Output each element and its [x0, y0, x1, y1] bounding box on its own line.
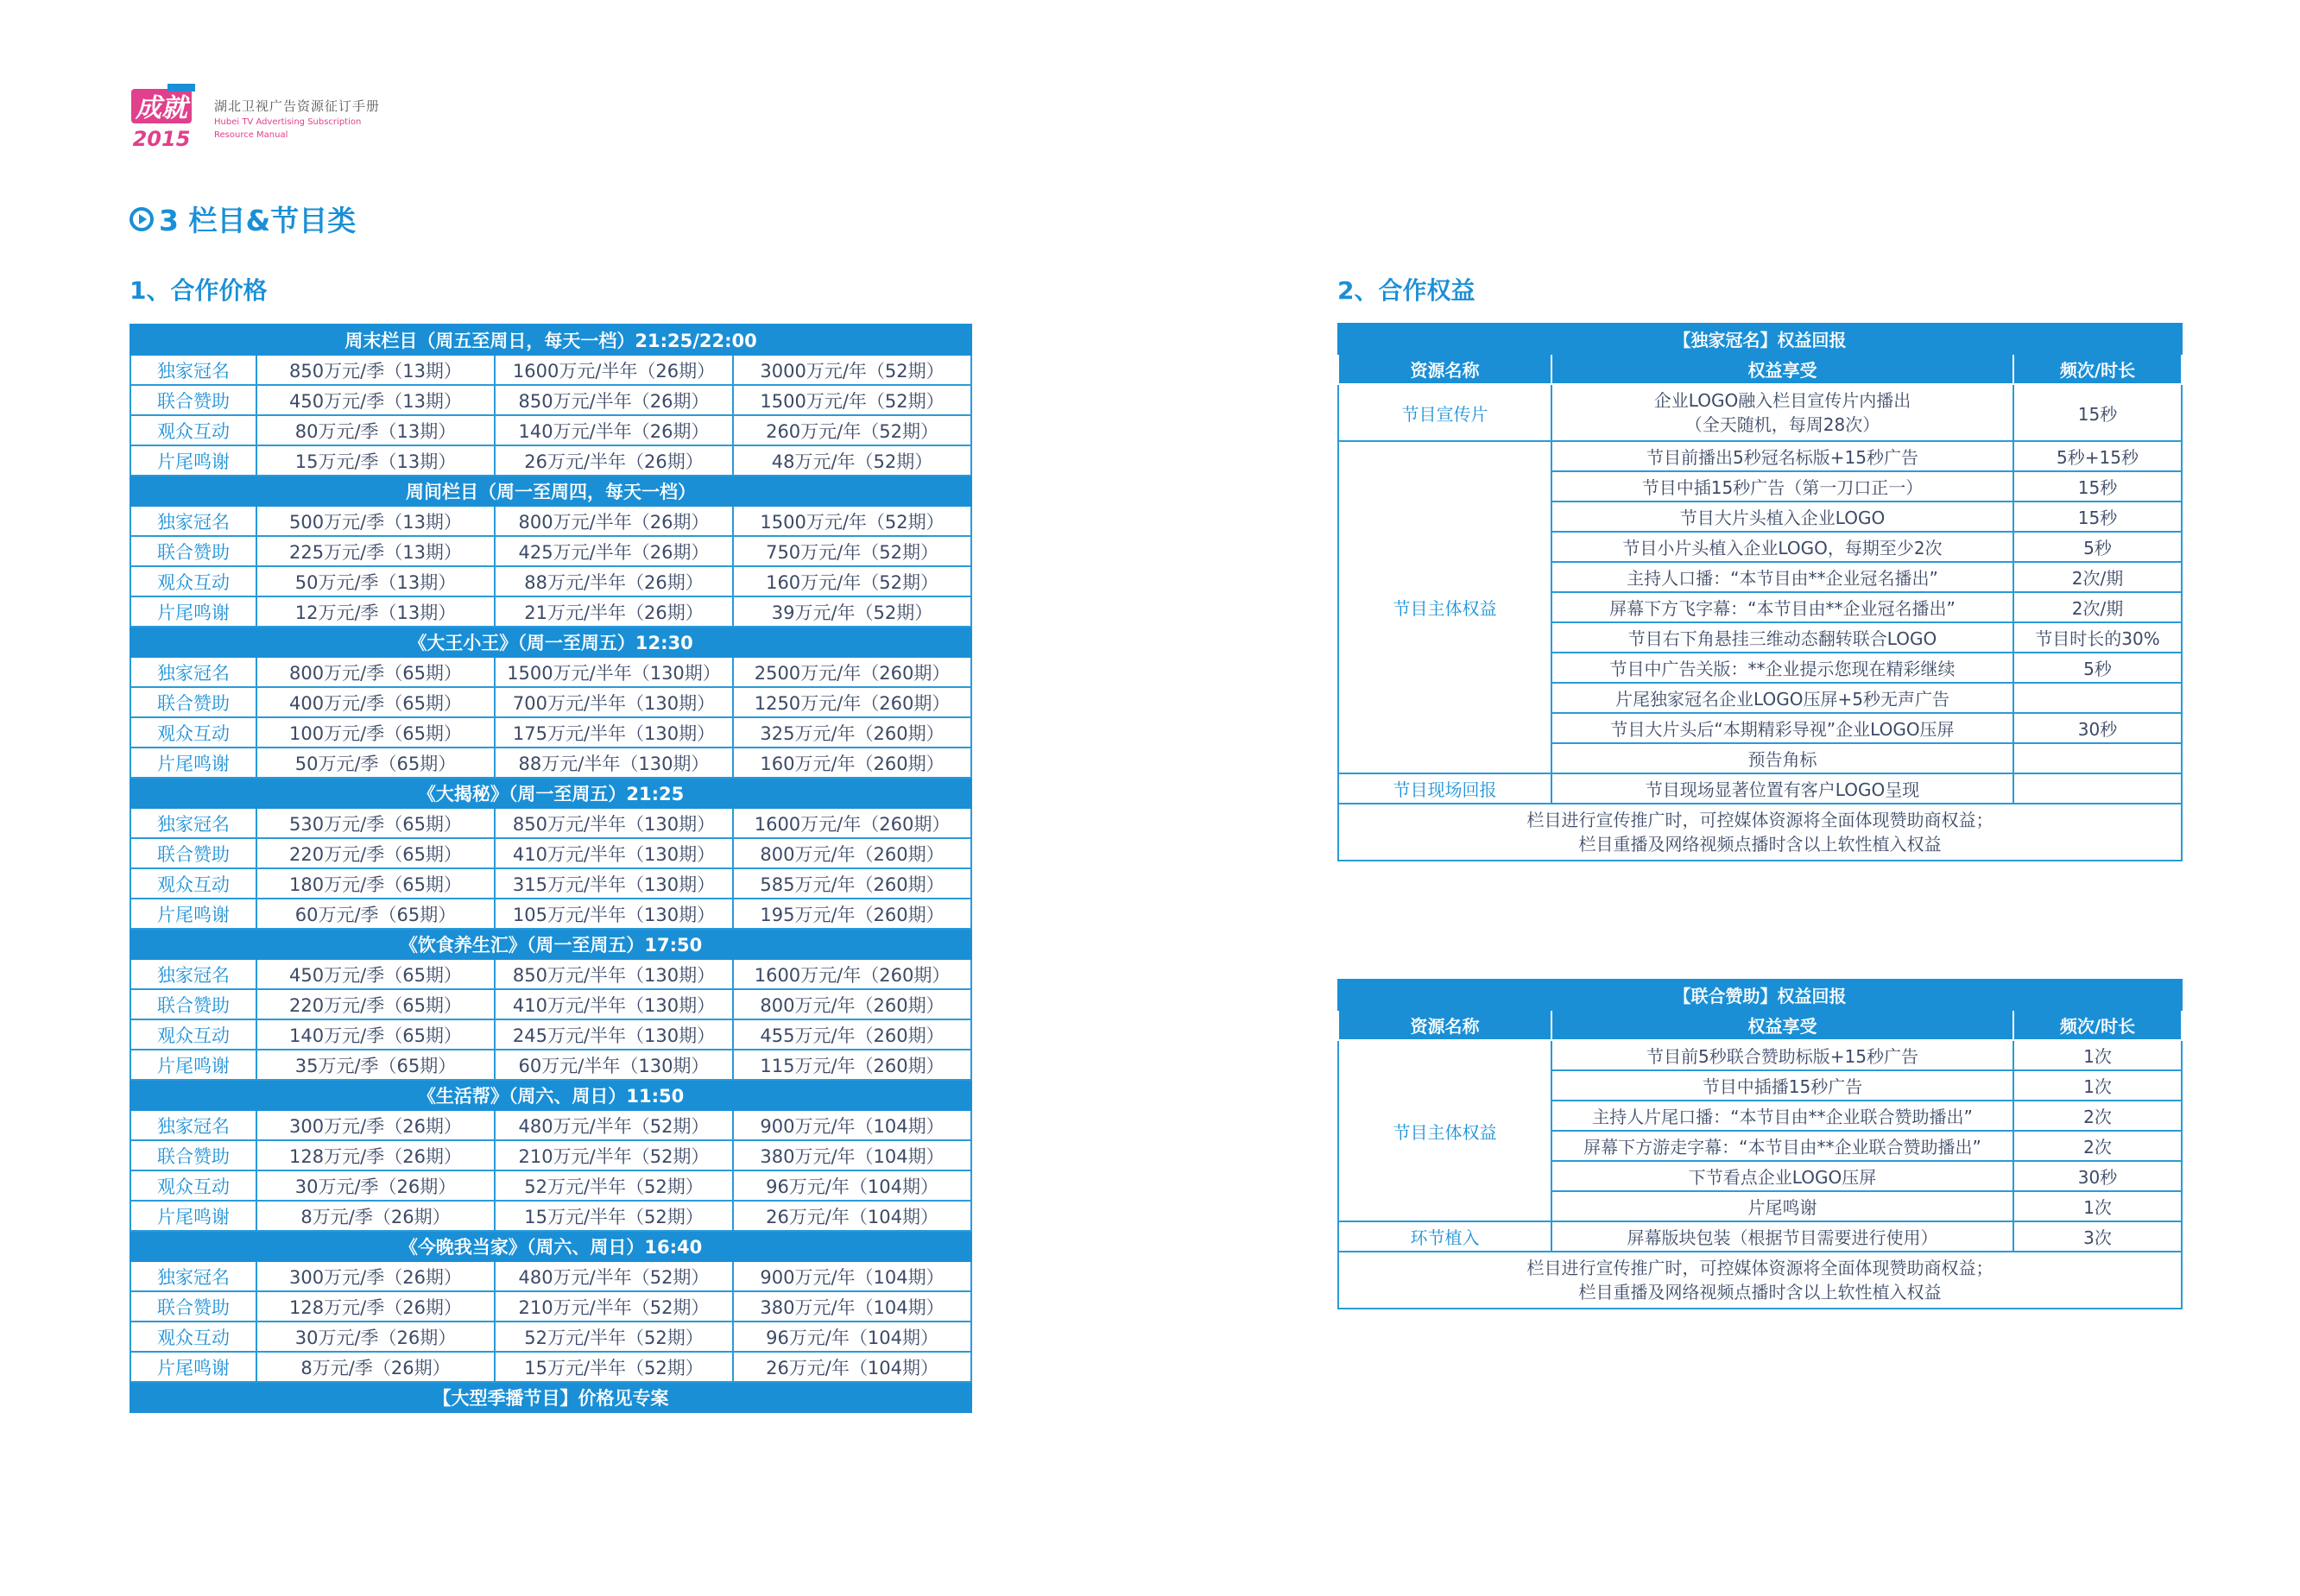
section-title — [130, 199, 356, 239]
price-type-label: 观众互动 — [130, 415, 256, 445]
price-type-label: 独家冠名 — [130, 355, 256, 385]
price-type-label: 联合赞助 — [130, 385, 256, 415]
benefit-cell: 节目前播出5秒冠名标版+15秒广告 — [1551, 441, 2013, 471]
note-line-1: 栏目进行宣传推广时，可控媒体资源将全面体现赞助商权益； — [1526, 810, 1994, 830]
price-cell: 88万元/半年（130期） — [495, 748, 733, 778]
freq-cell: 5秒+15秒 — [2013, 441, 2182, 471]
price-type-label: 观众互动 — [130, 1170, 256, 1201]
resource-scene: 节目现场回报 — [1338, 773, 1551, 804]
price-cell: 410万元/半年（130期） — [495, 838, 733, 868]
price-block-header: 《饮食养生汇》（周一至周五）17:50 — [130, 929, 971, 959]
price-cell: 175万元/半年（130期） — [495, 717, 733, 748]
freq-cell: 2次 — [2013, 1101, 2182, 1131]
price-cell: 1500万元/半年（130期） — [495, 657, 733, 687]
price-row — [130, 838, 971, 868]
price-title: 1、合作价格 — [130, 276, 268, 305]
price-type-label: 独家冠名 — [130, 808, 256, 838]
price-row — [130, 1110, 971, 1140]
benefit-cell: 节目大片头后“本期精彩导视”企业LOGO压屏 — [1551, 713, 2013, 743]
price-cell: 700万元/半年（130期） — [495, 687, 733, 717]
price-row — [130, 1140, 971, 1170]
price-cell: 160万元/年（52期） — [733, 566, 971, 596]
benefit-row — [1338, 1221, 2182, 1252]
price-type-label: 片尾鸣谢 — [130, 445, 256, 476]
freq-cell: 2次 — [2013, 1131, 2182, 1161]
joint-title: 【联合赞助】权益回报 — [1338, 980, 2182, 1010]
price-cell: 8万元/季（26期） — [256, 1201, 495, 1231]
freq-cell: 15秒 — [2013, 471, 2182, 502]
price-row — [130, 445, 971, 476]
price-cell: 180万元/季（65期） — [256, 868, 495, 899]
price-cell: 8万元/季（26期） — [256, 1352, 495, 1382]
price-cell: 96万元/年（104期） — [733, 1170, 971, 1201]
price-cell: 325万元/年（260期） — [733, 717, 971, 748]
col-resource: 资源名称 — [1338, 354, 1551, 384]
note-row — [1338, 804, 2182, 861]
benefit-cell: 下节看点企业LOGO压屏 — [1551, 1161, 2013, 1191]
price-type-label: 片尾鸣谢 — [130, 1201, 256, 1231]
freq-cell: 1次 — [2013, 1070, 2182, 1101]
benefit-cell: 节目大片头植入企业LOGO — [1551, 502, 2013, 532]
price-cell: 15万元/半年（52期） — [495, 1201, 733, 1231]
price-cell: 30万元/季（26期） — [256, 1322, 495, 1352]
price-row — [130, 868, 971, 899]
col-benefit: 权益享受 — [1551, 1010, 2013, 1040]
price-block-header: 《今晚我当家》（周六、周日）16:40 — [130, 1231, 971, 1261]
price-type-label: 片尾鸣谢 — [130, 1050, 256, 1080]
price-cell: 128万元/季（26期） — [256, 1291, 495, 1322]
price-cell: 480万元/半年（52期） — [495, 1261, 733, 1291]
price-block-header-row — [130, 627, 971, 657]
freq-cell: 1次 — [2013, 1191, 2182, 1221]
price-type-label: 观众互动 — [130, 868, 256, 899]
price-cell: 15万元/半年（52期） — [495, 1352, 733, 1382]
freq-cell: 30秒 — [2013, 1161, 2182, 1191]
price-cell: 140万元/半年（26期） — [495, 415, 733, 445]
price-cell: 800万元/年（260期） — [733, 838, 971, 868]
price-cell: 245万元/半年（130期） — [495, 1019, 733, 1050]
col-benefit: 权益享受 — [1551, 354, 2013, 384]
price-cell: 315万元/半年（130期） — [495, 868, 733, 899]
price-row — [130, 1261, 971, 1291]
price-cell: 21万元/半年（26期） — [495, 596, 733, 627]
price-cell: 1600万元/年（260期） — [733, 808, 971, 838]
freq-cell: 节目时长的30% — [2013, 622, 2182, 653]
price-cell: 800万元/半年（26期） — [495, 506, 733, 536]
price-cell: 50万元/季（13期） — [256, 566, 495, 596]
benefit-row — [1338, 773, 2182, 804]
price-block-header: 《大揭秘》（周一至周五）21:25 — [130, 778, 971, 808]
price-row — [130, 1201, 971, 1231]
benefit-cell: 节目前5秒联合赞助标版+15秒广告 — [1551, 1040, 2013, 1070]
price-row — [130, 385, 971, 415]
price-row — [130, 506, 971, 536]
price-cell: 300万元/季（26期） — [256, 1110, 495, 1140]
price-cell: 480万元/半年（52期） — [495, 1110, 733, 1140]
price-cell: 39万元/年（52期） — [733, 596, 971, 627]
benefit-cell: 节目中插15秒广告（第一刀口正一） — [1551, 471, 2013, 502]
price-type-label: 联合赞助 — [130, 1291, 256, 1322]
price-cell: 100万元/季（65期） — [256, 717, 495, 748]
price-cell: 425万元/半年（26期） — [495, 536, 733, 566]
benefit-promo-line-1: 企业LOGO融入栏目宣传片内播出 — [1653, 390, 1911, 411]
price-row — [130, 687, 971, 717]
freq-cell: 5秒 — [2013, 532, 2182, 562]
price-block-header: 《生活帮》（周六、周日）11:50 — [130, 1080, 971, 1110]
benefit-cell: 主持人口播：“本节目由**企业冠名播出” — [1551, 562, 2013, 592]
benefit-cell: 屏幕下方飞字幕：“本节目由**企业冠名播出” — [1551, 592, 2013, 622]
price-cell: 96万元/年（104期） — [733, 1322, 971, 1352]
header-text — [214, 97, 380, 141]
price-cell: 48万元/年（52期） — [733, 445, 971, 476]
freq-cell: 5秒 — [2013, 653, 2182, 683]
price-cell: 128万元/季（26期） — [256, 1140, 495, 1170]
price-cell: 115万元/年（260期） — [733, 1050, 971, 1080]
price-cell: 3000万元/年（52期） — [733, 355, 971, 385]
resource-main: 节目主体权益 — [1338, 441, 1551, 773]
price-table — [130, 324, 972, 1413]
price-row — [130, 536, 971, 566]
col-freq: 频次/时长 — [2013, 354, 2182, 384]
price-type-label: 片尾鸣谢 — [130, 1352, 256, 1382]
freq-promo: 15秒 — [2013, 384, 2182, 441]
price-row — [130, 415, 971, 445]
price-cell: 750万元/年（52期） — [733, 536, 971, 566]
price-cell: 50万元/季（65期） — [256, 748, 495, 778]
note-cell — [1338, 1252, 2182, 1309]
price-cell: 15万元/季（13期） — [256, 445, 495, 476]
price-cell: 1500万元/年（52期） — [733, 385, 971, 415]
benefit-cell: 预告角标 — [1551, 743, 2013, 773]
price-cell: 26万元/半年（26期） — [495, 445, 733, 476]
joint-rights-table — [1337, 979, 2183, 1309]
benefit-cell: 片尾鸣谢 — [1551, 1191, 2013, 1221]
col-resource: 资源名称 — [1338, 1010, 1551, 1040]
benefit-row — [1338, 441, 2182, 471]
price-footer: 【大型季播节目】价格见专案 — [130, 1382, 971, 1412]
price-row — [130, 566, 971, 596]
price-cell: 260万元/年（52期） — [733, 415, 971, 445]
manual-title-en-1: Hubei TV Advertising Subscription — [214, 117, 362, 127]
price-block-header-row — [130, 778, 971, 808]
price-type-label: 片尾鸣谢 — [130, 748, 256, 778]
price-row — [130, 1019, 971, 1050]
price-cell: 585万元/年（260期） — [733, 868, 971, 899]
price-type-label: 片尾鸣谢 — [130, 596, 256, 627]
note-line-2: 栏目重播及网络视频点播时含以上软性植入权益 — [1578, 1282, 1942, 1303]
price-block-header-row — [130, 1080, 971, 1110]
price-cell: 225万元/季（13期） — [256, 536, 495, 566]
price-cell: 850万元/半年（26期） — [495, 385, 733, 415]
price-cell: 160万元/年（260期） — [733, 748, 971, 778]
freq-cell — [2013, 743, 2182, 773]
rights-title: 2、合作权益 — [1337, 276, 1475, 305]
price-type-label: 独家冠名 — [130, 1261, 256, 1291]
price-row — [130, 1050, 971, 1080]
price-type-label: 联合赞助 — [130, 838, 256, 868]
price-row — [130, 355, 971, 385]
benefit-cell: 片尾独家冠名企业LOGO压屏+5秒无声广告 — [1551, 683, 2013, 713]
price-cell: 900万元/年（104期） — [733, 1261, 971, 1291]
price-type-label: 独家冠名 — [130, 1110, 256, 1140]
manual-title-en-2: Resource Manual — [214, 130, 288, 140]
price-cell: 2500万元/年（260期） — [733, 657, 971, 687]
svg-text:2015: 2015 — [132, 127, 191, 151]
price-cell: 1600万元/半年（26期） — [495, 355, 733, 385]
price-cell: 88万元/半年（26期） — [495, 566, 733, 596]
price-row — [130, 1322, 971, 1352]
price-cell: 52万元/半年（52期） — [495, 1322, 733, 1352]
price-cell: 300万元/季（26期） — [256, 1261, 495, 1291]
price-row — [130, 717, 971, 748]
benefit-row — [1338, 1040, 2182, 1070]
price-row — [130, 1291, 971, 1322]
price-cell: 220万元/季（65期） — [256, 838, 495, 868]
freq-cell — [2013, 773, 2182, 804]
manual-title: 湖北卫视广告资源征订手册 — [214, 98, 381, 114]
price-cell: 80万元/季（13期） — [256, 415, 495, 445]
price-type-label: 联合赞助 — [130, 687, 256, 717]
price-cell: 52万元/半年（52期） — [495, 1170, 733, 1201]
price-block-header-row — [130, 929, 971, 959]
price-cell: 850万元/季（13期） — [256, 355, 495, 385]
resource-segment: 环节植入 — [1338, 1221, 1551, 1252]
price-row — [130, 808, 971, 838]
price-block-header-row — [130, 325, 971, 355]
col-freq: 频次/时长 — [2013, 1010, 2182, 1040]
price-cell: 140万元/季（65期） — [256, 1019, 495, 1050]
price-cell: 60万元/半年（130期） — [495, 1050, 733, 1080]
freq-cell — [2013, 683, 2182, 713]
price-type-label: 独家冠名 — [130, 506, 256, 536]
resource-promo: 节目宣传片 — [1338, 384, 1551, 441]
price-cell: 1600万元/年（260期） — [733, 959, 971, 989]
note-cell — [1338, 804, 2182, 861]
price-row — [130, 1352, 971, 1382]
price-row — [130, 1170, 971, 1201]
price-cell: 850万元/半年（130期） — [495, 959, 733, 989]
benefit-cell: 屏幕下方游走字幕：“本节目由**企业联合赞助播出” — [1551, 1131, 2013, 1161]
price-type-label: 联合赞助 — [130, 989, 256, 1019]
price-cell: 500万元/季（13期） — [256, 506, 495, 536]
price-type-label: 观众互动 — [130, 566, 256, 596]
benefit-promo — [1551, 384, 2013, 441]
section-title-text: 3 栏目&节目类 — [159, 204, 357, 237]
price-type-label: 联合赞助 — [130, 1140, 256, 1170]
freq-cell: 3次 — [2013, 1221, 2182, 1252]
price-row — [130, 596, 971, 627]
price-block-header-row — [130, 476, 971, 506]
price-cell: 410万元/半年（130期） — [495, 989, 733, 1019]
freq-cell: 2次/期 — [2013, 592, 2182, 622]
freq-cell: 1次 — [2013, 1040, 2182, 1070]
price-type-label: 观众互动 — [130, 1019, 256, 1050]
price-cell: 12万元/季（13期） — [256, 596, 495, 627]
exclusive-rights-table — [1337, 323, 2183, 861]
freq-cell: 30秒 — [2013, 713, 2182, 743]
freq-cell: 2次/期 — [2013, 562, 2182, 592]
price-cell: 450万元/季（65期） — [256, 959, 495, 989]
price-cell: 210万元/半年（52期） — [495, 1140, 733, 1170]
price-cell: 210万元/半年（52期） — [495, 1291, 733, 1322]
brand-logo — [130, 82, 197, 151]
resource-main: 节目主体权益 — [1338, 1040, 1551, 1221]
price-cell: 26万元/年（104期） — [733, 1201, 971, 1231]
price-type-label: 联合赞助 — [130, 536, 256, 566]
play-circle-icon — [130, 207, 154, 231]
price-cell: 105万元/半年（130期） — [495, 899, 733, 929]
price-type-label: 观众互动 — [130, 717, 256, 748]
price-cell: 195万元/年（260期） — [733, 899, 971, 929]
price-cell: 450万元/季（13期） — [256, 385, 495, 415]
svg-text:成就: 成就 — [136, 93, 187, 123]
note-line-2: 栏目重播及网络视频点播时含以上软性植入权益 — [1578, 834, 1942, 855]
price-cell: 900万元/年（104期） — [733, 1110, 971, 1140]
price-row — [130, 959, 971, 989]
price-cell: 1250万元/年（260期） — [733, 687, 971, 717]
price-cell: 850万元/半年（130期） — [495, 808, 733, 838]
price-cell: 800万元/季（65期） — [256, 657, 495, 687]
price-block-header: 《大王小王》（周一至周五）12:30 — [130, 627, 971, 657]
exclusive-title: 【独家冠名】权益回报 — [1338, 324, 2182, 354]
note-row — [1338, 1252, 2182, 1309]
price-cell: 455万元/年（260期） — [733, 1019, 971, 1050]
price-type-label: 片尾鸣谢 — [130, 899, 256, 929]
benefit-cell: 节目小片头植入企业LOGO，每期至少2次 — [1551, 532, 2013, 562]
price-block-header: 周末栏目（周五至周日，每天一档）21:25/22:00 — [130, 325, 971, 355]
price-row — [130, 657, 971, 687]
price-cell: 60万元/季（65期） — [256, 899, 495, 929]
price-cell: 530万元/季（65期） — [256, 808, 495, 838]
freq-cell: 15秒 — [2013, 502, 2182, 532]
price-row — [130, 989, 971, 1019]
price-row — [130, 748, 971, 778]
price-cell: 800万元/年（260期） — [733, 989, 971, 1019]
benefit-cell: 屏幕版块包装（根据节目需要进行使用） — [1551, 1221, 2013, 1252]
price-cell: 380万元/年（104期） — [733, 1140, 971, 1170]
price-cell: 220万元/季（65期） — [256, 989, 495, 1019]
benefit-promo-line-2: （全天随机，每周28次） — [1684, 414, 1880, 435]
price-block-header-row — [130, 1231, 971, 1261]
price-type-label: 观众互动 — [130, 1322, 256, 1352]
price-block-header: 周间栏目（周一至周四，每天一档） — [130, 476, 971, 506]
price-cell: 380万元/年（104期） — [733, 1291, 971, 1322]
benefit-cell: 节目中插播15秒广告 — [1551, 1070, 2013, 1101]
price-row — [130, 899, 971, 929]
price-type-label: 独家冠名 — [130, 959, 256, 989]
price-cell: 400万元/季（65期） — [256, 687, 495, 717]
benefit-cell: 节目中广告关版：**企业提示您现在精彩继续 — [1551, 653, 2013, 683]
price-type-label: 独家冠名 — [130, 657, 256, 687]
price-cell: 35万元/季（65期） — [256, 1050, 495, 1080]
benefit-cell: 节目现场显著位置有客户LOGO呈现 — [1551, 773, 2013, 804]
price-cell: 1500万元/年（52期） — [733, 506, 971, 536]
benefit-cell: 主持人片尾口播：“本节目由**企业联合赞助播出” — [1551, 1101, 2013, 1131]
benefit-cell: 节目右下角悬挂三维动态翻转联合LOGO — [1551, 622, 2013, 653]
price-cell: 26万元/年（104期） — [733, 1352, 971, 1382]
note-line-1: 栏目进行宣传推广时，可控媒体资源将全面体现赞助商权益； — [1526, 1258, 1994, 1278]
price-cell: 30万元/季（26期） — [256, 1170, 495, 1201]
